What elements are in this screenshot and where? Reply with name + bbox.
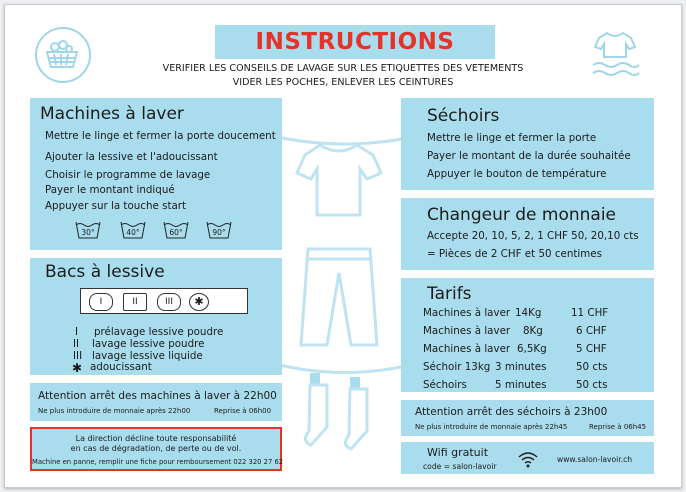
- tarifs-panel: [401, 278, 654, 392]
- tarif-detail: 5 minutes: [495, 379, 547, 391]
- machines-panel: [30, 98, 282, 250]
- bacs-legend-text: prélavage lessive poudre: [94, 326, 224, 338]
- tarif-item: Séchoir 13kg: [423, 361, 491, 373]
- instruction-sheet: [4, 4, 682, 488]
- disclaimer-line-1: La direction décline toute responsabilité: [75, 434, 237, 443]
- changeur-line-2: = Pièces de 2 CHF et 50 centimes: [427, 248, 602, 260]
- laundry-basket-icon: [35, 27, 91, 83]
- title-banner: [215, 25, 495, 59]
- drawer-compartment: I: [89, 293, 113, 311]
- subtitle-line-1: VERIFIER LES CONSEILS DE LAVAGE SUR LES ETIQUETTES DES VETEMENTS: [162, 63, 524, 74]
- wash-30-icon: [75, 220, 101, 240]
- attention-sechoirs-panel: [401, 400, 654, 436]
- tarif-detail: 8Kg: [523, 325, 543, 337]
- bacs-heading: Bacs à lessive: [45, 262, 165, 282]
- website-url: www.salon-lavoir.ch: [557, 455, 633, 464]
- sechoirs-line: Payer le montant de la durée souhaitée: [427, 150, 631, 162]
- bacs-legend-text: adoucissant: [90, 361, 152, 373]
- wash-temp-label: 40°: [126, 228, 140, 237]
- sechoirs-line: Mettre le linge et fermer la porte: [427, 132, 597, 144]
- subtitle-line-2: VIDER LES POCHES, ENLEVER LES CEINTURES: [232, 77, 454, 88]
- tarif-detail: 6,5Kg: [517, 343, 547, 355]
- attention-machines-note: Ne plus introduire de monnaie après 22h00: [38, 407, 191, 415]
- tarif-price: 50 cts: [576, 379, 608, 391]
- wifi-icon: [517, 450, 539, 468]
- wash-60-icon: [163, 220, 189, 240]
- disclaimer-line-3: Machine en panne, remplir une fiche pour remboursement 022 320 27 62: [32, 458, 284, 466]
- detergent-drawer-diagram: [80, 288, 248, 314]
- tarif-price: 6 CHF: [576, 325, 607, 337]
- tarif-detail: 14Kg: [515, 307, 542, 319]
- wifi-title: Wifi gratuit: [427, 446, 489, 459]
- machines-line: Payer le montant indiqué: [45, 184, 175, 196]
- disclaimer-line-2: en cas de dégradation, de perte ou de vol.: [70, 444, 242, 453]
- attention-sechoirs-reprise: Reprise à 06h45: [589, 423, 647, 431]
- wash-40-icon: [120, 220, 146, 240]
- attention-sechoirs-text: Attention arrêt des séchoirs à 23h00: [415, 406, 608, 418]
- tarif-item: Séchoirs: [423, 379, 467, 391]
- tarif-item: Machines à laver: [423, 325, 511, 337]
- changeur-panel: [401, 198, 654, 270]
- sechoirs-heading: Séchoirs: [427, 106, 500, 126]
- wifi-panel: [401, 442, 654, 474]
- machines-line: Mettre le linge et fermer la porte doucement: [45, 130, 276, 142]
- machines-line: Appuyer sur la touche start: [45, 200, 187, 212]
- tarif-item: Machines à laver: [423, 343, 511, 355]
- attention-machines-reprise: Reprise à 06h00: [214, 407, 272, 415]
- disclaimer-panel: [30, 427, 282, 471]
- bacs-legend-symbol: II: [73, 338, 80, 350]
- machines-heading: Machines à laver: [40, 104, 184, 124]
- bacs-legend-symbol: ✱: [72, 361, 83, 375]
- tarif-price: 5 CHF: [576, 343, 607, 355]
- attention-machines-panel: [30, 383, 282, 421]
- changeur-heading: Changeur de monnaie: [427, 205, 617, 225]
- page-title: INSTRUCTIONS: [255, 29, 455, 55]
- tarif-detail: 3 minutes: [495, 361, 547, 373]
- attention-machines-text: Attention arrêt des machines à laver à 22h00: [38, 390, 277, 402]
- attention-sechoirs-note: Ne plus introduire de monnaie après 22h45: [415, 423, 568, 431]
- wash-temp-label: 30°: [81, 228, 95, 237]
- tarifs-heading: Tarifs: [427, 284, 472, 304]
- drawer-compartment: III: [157, 293, 181, 311]
- bacs-legend-text: lavage lessive poudre: [92, 338, 205, 350]
- drawer-compartment: ✱: [189, 293, 209, 311]
- wash-temp-label: 60°: [169, 228, 183, 237]
- machines-line: Ajouter la lessive et l'adoucissant: [45, 151, 218, 163]
- tarif-price: 50 cts: [576, 361, 608, 373]
- bacs-legend-text: lavage lessive liquide: [92, 350, 203, 362]
- wifi-code: code = salon-lavoir: [423, 462, 497, 471]
- drawer-compartment: II: [123, 293, 147, 311]
- bacs-legend-symbol: III: [73, 350, 83, 362]
- sechoirs-line: Appuyer le bouton de température: [427, 168, 607, 180]
- bacs-legend-symbol: I: [75, 326, 79, 338]
- tarif-item: Machines à laver: [423, 307, 511, 319]
- wash-90-icon: [206, 220, 232, 240]
- sechoirs-panel: [401, 98, 654, 190]
- tarif-price: 11 CHF: [571, 307, 609, 319]
- wash-temp-label: 90°: [212, 228, 226, 237]
- changeur-line-1: Accepte 20, 10, 5, 2, 1 CHF 50, 20,10 cts: [427, 230, 639, 242]
- bacs-panel: [30, 258, 282, 375]
- machines-line: Choisir le programme de lavage: [45, 169, 211, 181]
